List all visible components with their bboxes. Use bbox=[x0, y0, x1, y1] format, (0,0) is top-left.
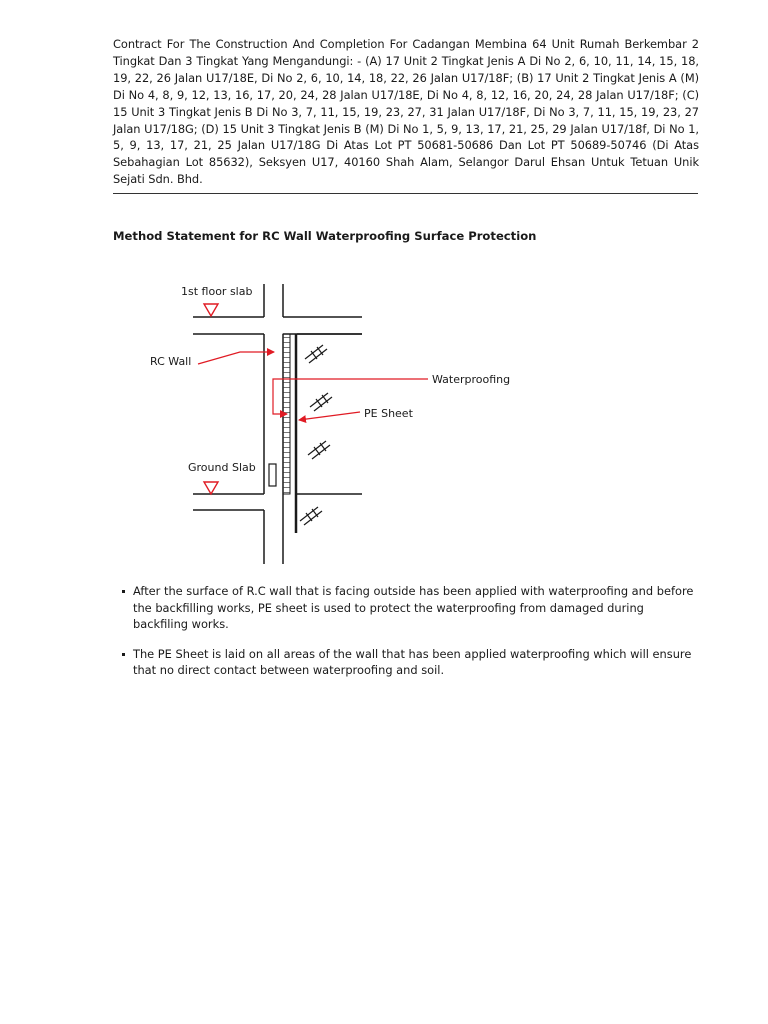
section-title: Method Statement for RC Wall Waterproofing Surface Protection bbox=[113, 229, 537, 243]
soil-symbol bbox=[308, 441, 330, 459]
rc-wall-leader bbox=[198, 352, 274, 364]
label-ground-slab: Ground Slab bbox=[188, 461, 256, 474]
label-pe-sheet: PE Sheet bbox=[364, 407, 413, 420]
label-rc-wall: RC Wall bbox=[150, 355, 192, 368]
water-stop bbox=[269, 464, 276, 486]
soil-symbol bbox=[300, 507, 322, 525]
ground-level-marker bbox=[204, 482, 218, 494]
label-first-floor-slab: 1st floor slab bbox=[181, 285, 253, 298]
label-waterproofing: Waterproofing bbox=[432, 373, 511, 386]
bullet-item: After the surface of R.C wall that is facing outside has been applied with waterproofing and before the backfilling works, PE sheet is used to protect the waterproofing from damaged during backfiling works. bbox=[122, 583, 698, 633]
bullet-item: The PE Sheet is laid on all areas of the wall that has been applied waterproofing which will ensure that no direct contact between waterproofing and soil. bbox=[122, 646, 698, 679]
first-floor-level-marker bbox=[204, 304, 218, 316]
method-bullets bbox=[122, 583, 698, 692]
soil-symbol bbox=[310, 393, 332, 411]
structure-lines bbox=[193, 284, 362, 564]
pe-sheet-leader bbox=[299, 412, 360, 420]
soil-symbol bbox=[305, 345, 327, 363]
contract-header: Contract For The Construction And Completion For Cadangan Membina 64 Unit Rumah Berkembar 2 Tingkat Dan 3 Tingkat Yang Mengandungi: - (A) 17 Unit 2 Tingkat Jenis A Di No 2, 6, 10, 11, 14, 15, 18, 19, 22, 26 Jalan U17/18E, Di No 2, 6, 10, 14, 18, 22, 26 Jalan U17/18F; (B) 17 Unit 2 Tingkat Jenis A (M) Di No 4, 8, 9, 12, 13, 16, 17, 20, 24, 28 Jalan U17/18E, Di No 4, 8, 12, 16, 20, 24, 28 Jalan U17/18F; (C) 15 Unit 3 Tingkat Jenis B Di No 3, 7, 11, 15, 19, 23, 27, 31 Jalan U17/18F, Di No 3, 7, 11, 15, 19, 23, 27 Jalan U17/18G; (D) 15 Unit 3 Tingkat Jenis B (M) Di No 1, 5, 9, 13, 17, 21, 25, 29 Jalan U17/18f, Di No 1, 5, 9, 13, 17, 21, 25 Jalan U17/18G Di Atas Lot PT 50681-50686 Dan Lot PT 50689-50746 (Di Atas Sebahagian Lot 85632), Seksyen U17, 40160 Shah Alam, Selangor Darul Ehsan Untuk Tetuan Unik Sejati Sdn. Bhd. bbox=[113, 37, 699, 187]
soil-symbols bbox=[300, 345, 332, 525]
